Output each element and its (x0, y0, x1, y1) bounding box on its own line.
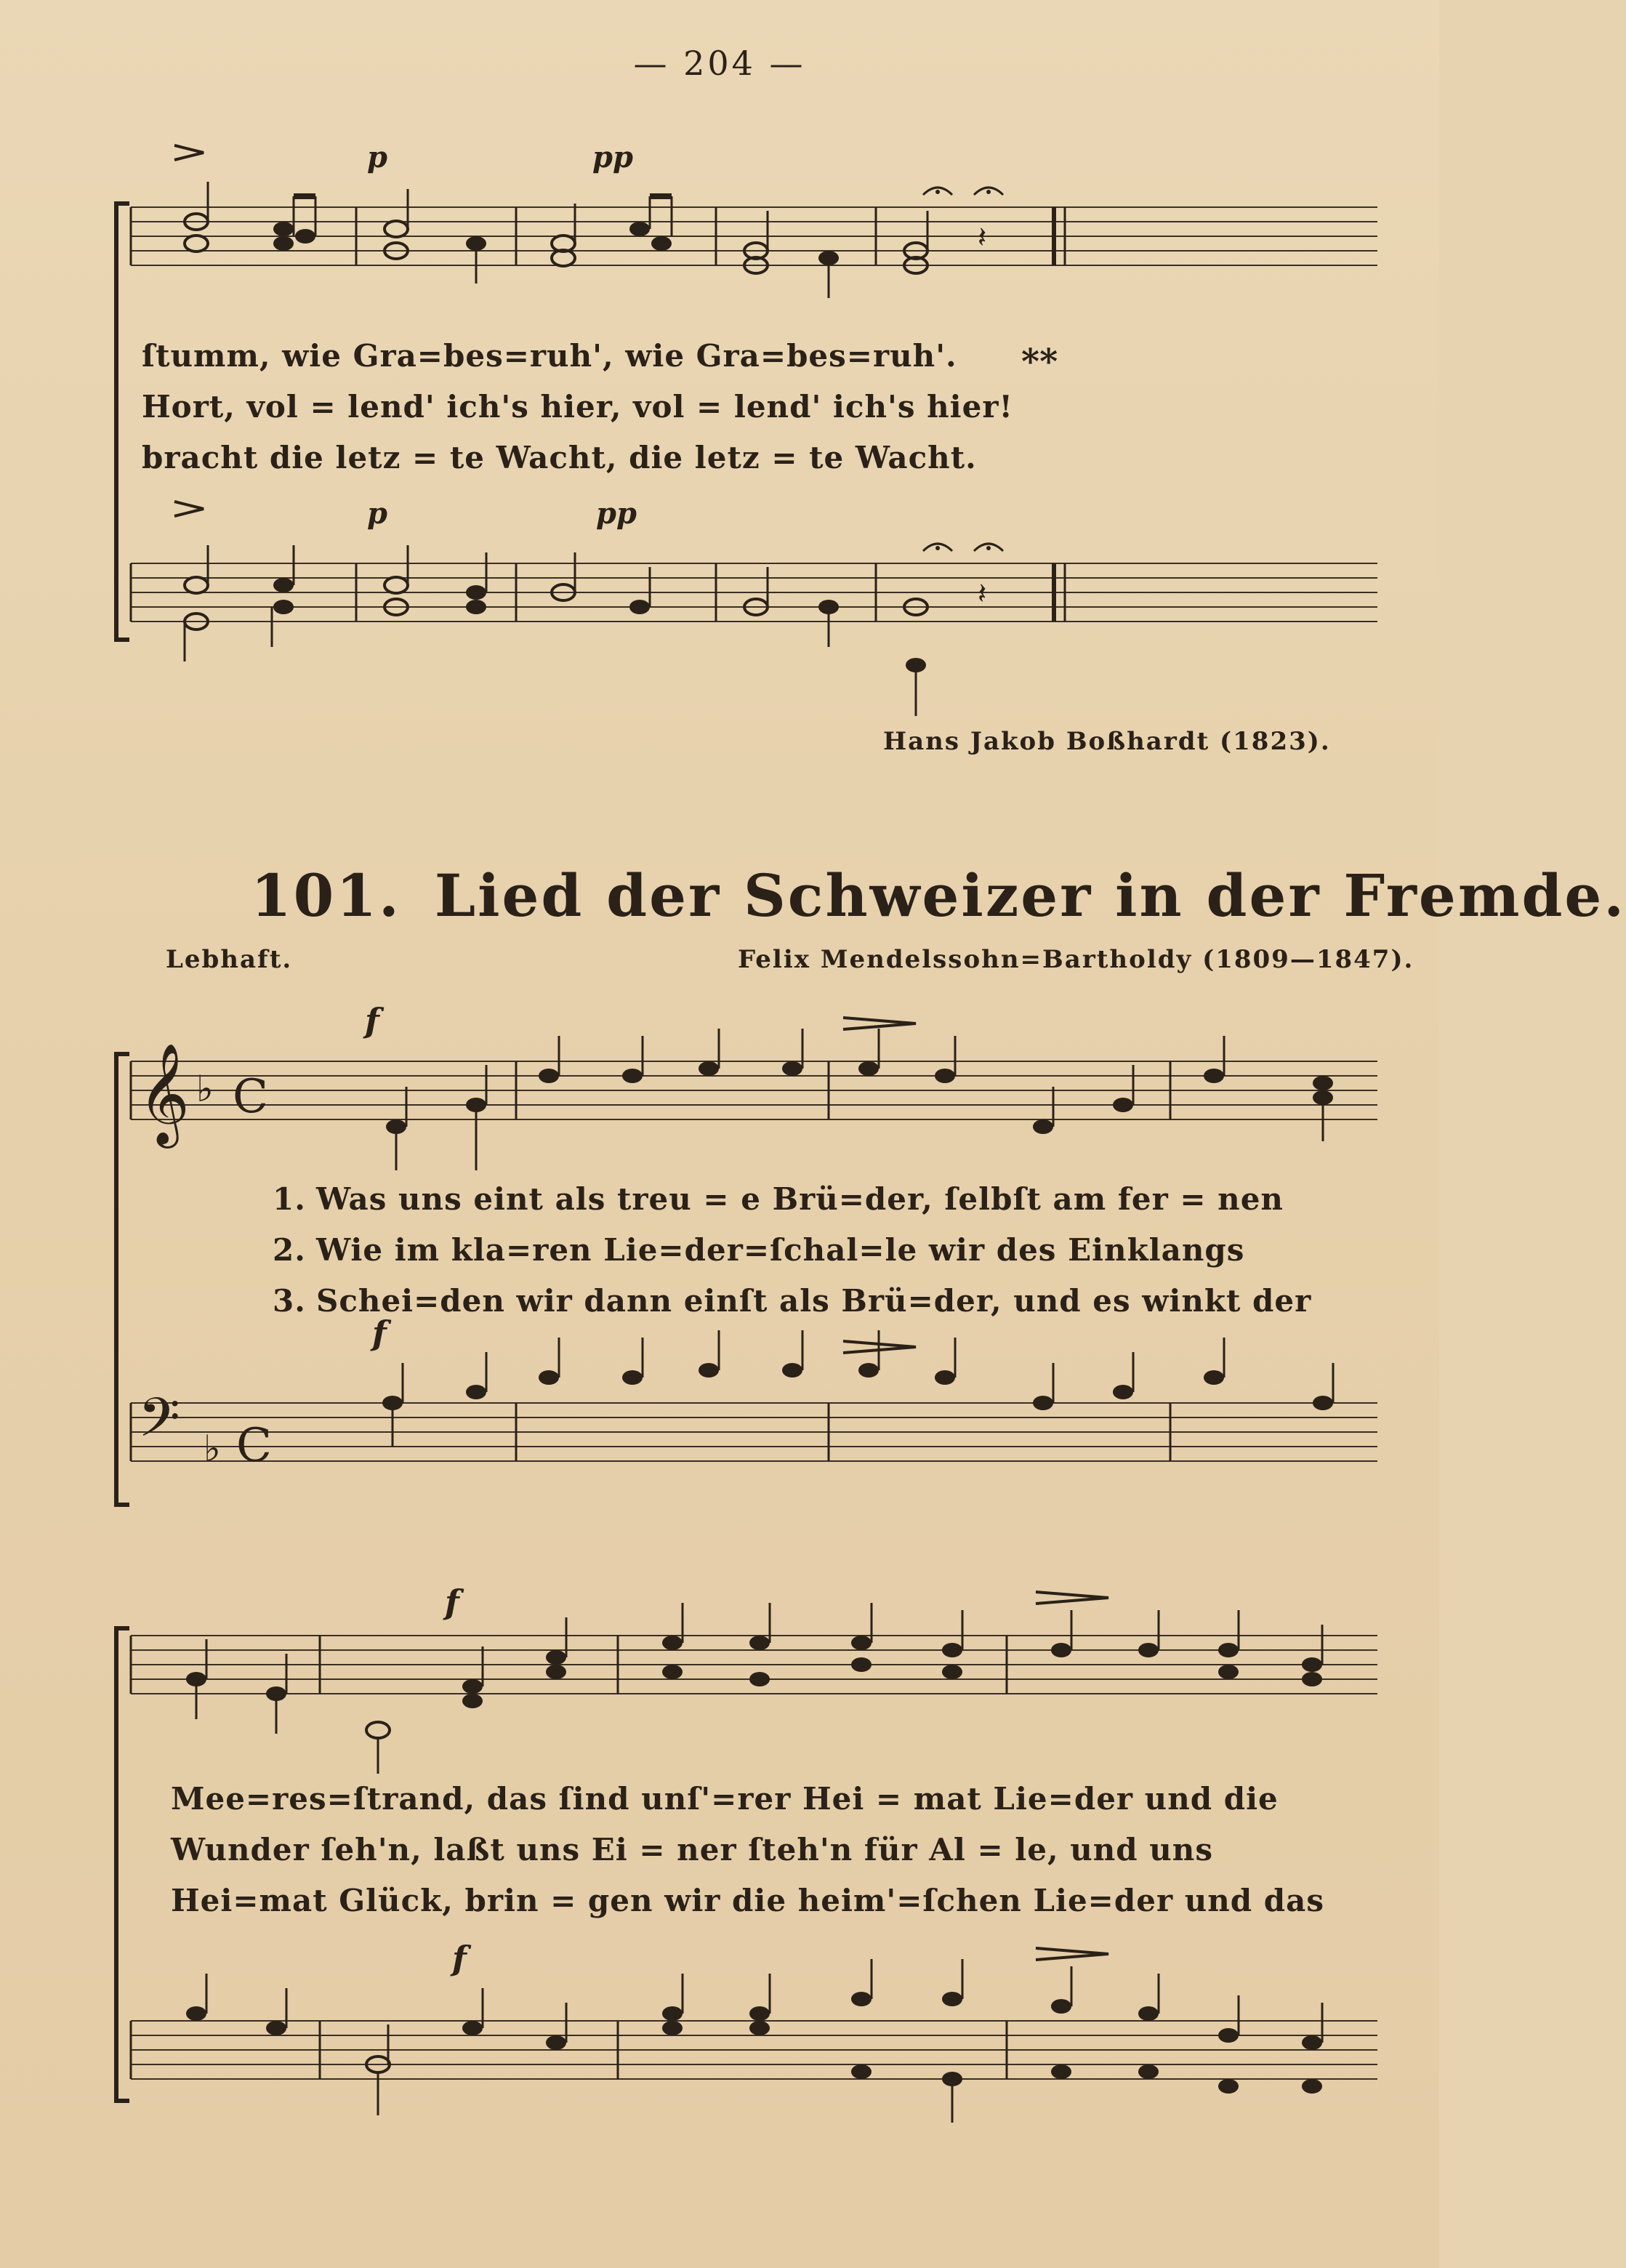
svg-text:𝄢: 𝄢 (138, 1386, 180, 1463)
svg-text:C: C (233, 1070, 268, 1124)
prev-lyric-line-1: ſtumm, wie Gra=bes=ruh', wie Gra=bes=ruh'. (142, 338, 957, 374)
svg-text:pp: pp (596, 496, 637, 531)
svg-text:f: f (445, 1583, 459, 1622)
prev-lyric-line-3: bracht die letz = te Wacht, die letz = te Wacht. (142, 440, 977, 475)
song-system-1 (109, 996, 1377, 1519)
verse2-line-2: Wunder ſeh'n, laßt uns Ei = ner ſteh'n für Al = le, und uns (171, 1832, 1213, 1867)
composer-credit: Felix Mendelssohn=Bartholdy (1809—1847). (738, 945, 1414, 974)
svg-text:p: p (367, 496, 387, 531)
dynamic-pp: pp (592, 140, 633, 174)
svg-text:♭: ♭ (196, 1068, 214, 1110)
verse-line-1 (273, 1181, 1284, 1217)
song-title-text: Lied der Schweizer in der Fremde. (434, 861, 1626, 930)
page-number: — 204 — (633, 44, 806, 83)
svg-text:♭: ♭ (204, 1428, 221, 1470)
verse-number-3: 3. (273, 1283, 306, 1319)
svg-text:𝄽: 𝄽 (978, 221, 987, 254)
dynamic-f: f (365, 1001, 379, 1040)
song-system-2 (109, 1563, 1377, 2144)
song-number: 101. (251, 861, 401, 930)
footnote-mark: ** (1021, 342, 1058, 382)
verse-number-1: 1. (273, 1181, 306, 1217)
svg-text:C: C (236, 1419, 272, 1473)
verse-line-2 (273, 1232, 1244, 1268)
svg-text:𝄽: 𝄽 (978, 577, 987, 611)
prev-song-composer: Hans Jakob Boßhardt (1823). (883, 727, 1331, 756)
song-title (251, 861, 1626, 930)
dynamic-p: p (367, 140, 387, 174)
verse-text-2: Wie im kla=ren Lie=der=ſchal=le wir des Einklangs (316, 1232, 1245, 1268)
verse-text-3: Schei=den wir dann einſt als Brü=der, und es winkt der (316, 1283, 1312, 1319)
svg-text:𝄞: 𝄞 (138, 1043, 190, 1144)
prev-lyric-line-2: Hort, vol = lend' ich's hier, vol = lend' ich's hier! (142, 389, 1013, 425)
verse-line-3 (273, 1283, 1311, 1319)
verse-text-1: Was uns eint als treu = e Brü=der, ſelbſt am fer = nen (316, 1181, 1284, 1217)
prev-song-system (109, 116, 1377, 712)
tempo-marking: Lebhaft. (166, 945, 293, 974)
verse2-line-1: Mee=res=ſtrand, das ſind unſ'=rer Hei = mat Lie=der und die (171, 1781, 1279, 1817)
verse2-line-3: Hei=mat Glück, brin = gen wir die heim'=ſchen Lie=der und das (171, 1883, 1324, 1918)
svg-text:f: f (372, 1314, 387, 1353)
verse-number-2: 2. (273, 1232, 306, 1268)
svg-text:f: f (452, 1939, 467, 1978)
